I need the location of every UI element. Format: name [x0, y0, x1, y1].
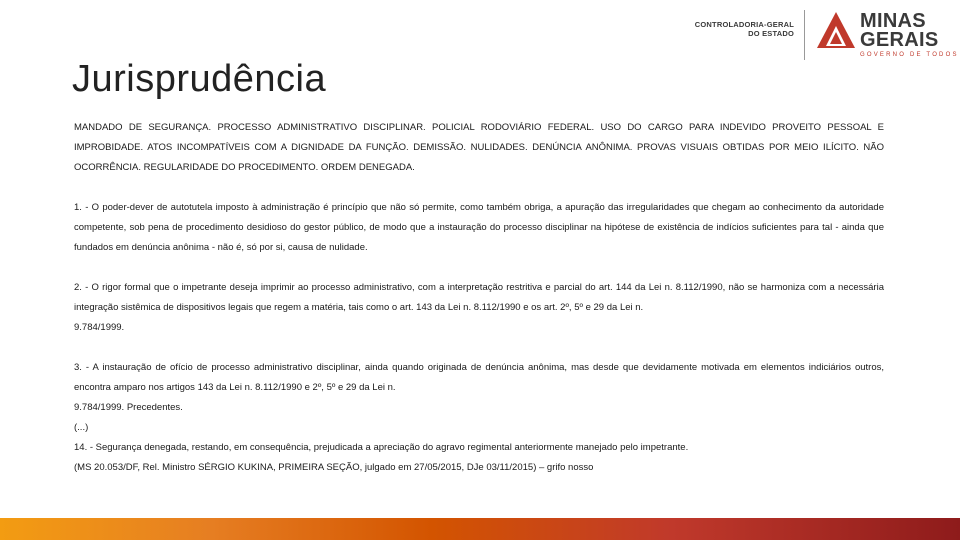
logo-area	[686, 8, 959, 63]
ellipsis-line: (...)	[74, 422, 89, 433]
cge-logo-line-1: CONTROLADORIA-GERAL	[694, 20, 794, 29]
logo-word-minas: MINAS	[860, 10, 926, 32]
bottom-gradient-bar	[0, 518, 960, 540]
triangle-logo-icon	[816, 10, 856, 50]
page-title: Jurisprudência	[72, 58, 327, 100]
item-3-paragraph: 3. - A instauração de ofício de processo administrativo disciplinar, ainda quando originada de denúncia anônima, mas desde que devidamente motivada em elementos indiciários outros, encontra amparo nos artigos 143 da Lei n. 8.112/1990 e 2º, 5º e 29 da Lei n.	[74, 362, 884, 393]
item-3-continuation: 9.784/1999. Precedentes.	[74, 402, 183, 413]
item-1-paragraph: 1. - O poder-dever de autotutela imposto à administração é princípio que não só permite, como também obriga, a apuração das irregularidades que chegam ao conhecimento da autoridade competente, sob pena de procedimento desidioso do gestor público, de modo que a instauração do processo disciplinar na hipótese de existência de indícios suficientes para tal - ainda que fundados em denúncia anônima - não é, só por si, causa de nulidade.	[74, 202, 884, 253]
spacer	[74, 178, 884, 198]
spacer	[74, 338, 884, 358]
cge-logo-line-2: DO ESTADO	[748, 29, 794, 38]
item-2-paragraph: 2. - O rigor formal que o impetrante deseja imprimir ao processo administrativo, com a interpretação restritiva e parcial do art. 144 da Lei n. 8.112/1990, não se harmoniza com a necessária integração sistêmica de dispositivos legais que regem a matéria, tais como o art. 143 da Lei n. 8.112/1990 e os art. 2º, 5º e 29 da Lei n.	[74, 282, 884, 313]
logo-word-gerais: GERAIS	[860, 29, 939, 51]
citation-line: (MS 20.053/DF, Rel. Ministro SÉRGIO KUKINA, PRIMEIRA SEÇÃO, julgado em 27/05/2015, DJe 03/11/2015) – grifo nosso	[74, 462, 594, 473]
minas-gerais-logo	[816, 8, 959, 63]
document-body	[74, 118, 884, 478]
logo-tagline: GOVERNO DE TODOS	[860, 52, 959, 58]
item-14-paragraph: 14. - Segurança denegada, restando, em consequência, prejudicada a apreciação do agravo regimental anteriormente manejado pelo impetrante.	[74, 442, 689, 453]
spacer	[74, 258, 884, 278]
cge-logo	[686, 20, 794, 38]
summary-paragraph: MANDADO DE SEGURANÇA. PROCESSO ADMINISTRATIVO DISCIPLINAR. POLICIAL RODOVIÁRIO FEDERAL. USO DO CARGO PARA INDEVIDO PROVEITO PESSOAL E IMPROBIDADE. ATOS INCOMPATÍVEIS COM A DIGNIDADE DA FUNÇÃO. DEMISSÃO. NULIDADES. DENÚNCIA ANÔNIMA. PROVAS VISUAIS OBTIDAS POR MEIO ILÍCITO. NÃO OCORRÊNCIA. REGULARIDADE DO PROCEDIMENTO. ORDEM DENEGADA.	[74, 122, 884, 173]
logo-divider	[804, 10, 805, 60]
item-2-continuation: 9.784/1999.	[74, 322, 125, 333]
